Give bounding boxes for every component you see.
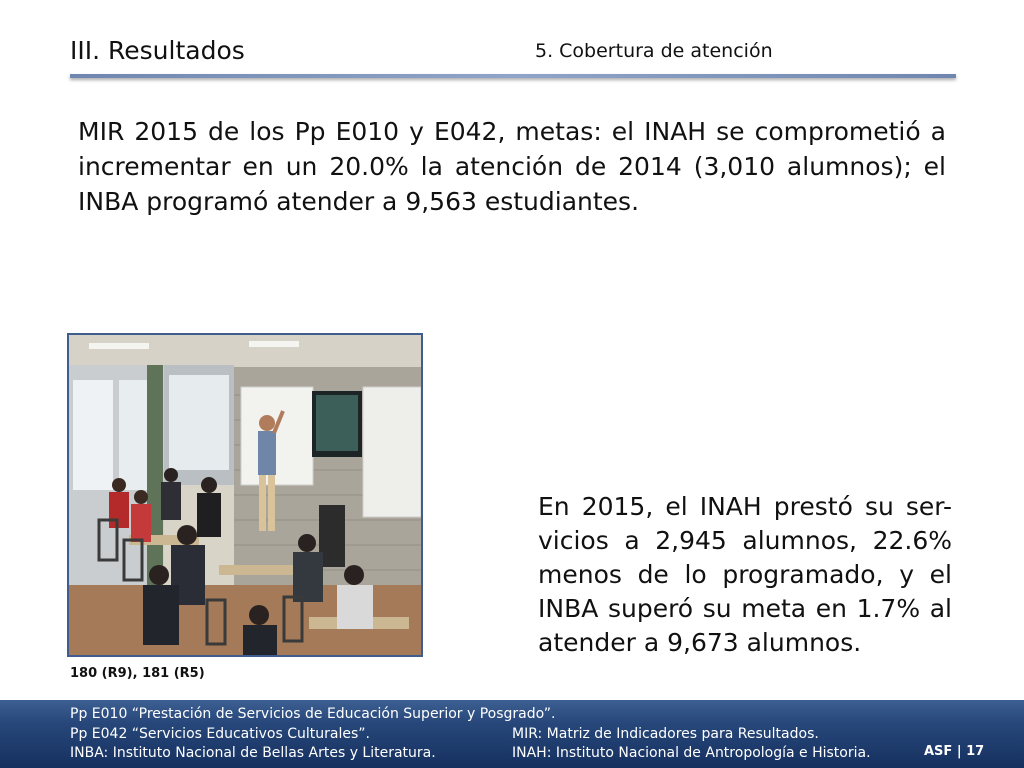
classroom-illustration [69, 335, 421, 655]
section-subtitle: 5. Cobertura de atención [535, 40, 773, 62]
footer-note-inba: INBA: Instituto Nacional de Bellas Artes y Literatura. [70, 745, 436, 761]
asf-page-number: ASF | 17 [924, 744, 985, 759]
footer-note-inah: INAH: Instituto Nacional de Antropología e Historia. [512, 745, 871, 761]
lead-paragraph: MIR 2015 de los Pp E010 y E042, metas: el INAH se comprometió a incrementar en un 20.0% la atención de 2014 (3,010 alumnos); el INBA programó atender a 9,563 estudiantes. [78, 117, 946, 216]
result-paragraph: En 2015, el INAH prestó su ser-vicios a 2,945 alumnos, 22.6% menos de lo programado, y el INBA superó su meta en 1.7% al atender a 9,673 alumnos. [538, 492, 952, 657]
footer-note-mir: MIR: Matriz de Indicadores para Resultados. [512, 726, 819, 742]
footer-note-e042: Pp E042 “Servicios Educativos Culturales”. [70, 726, 370, 742]
header-divider [70, 74, 956, 78]
section-title: III. Resultados [70, 36, 245, 65]
classroom-photo [67, 333, 423, 657]
footer-note-e010: Pp E010 “Prestación de Servicios de Educación Superior y Posgrado”. [70, 706, 556, 722]
photo-caption: 180 (R9), 181 (R5) [70, 666, 205, 681]
footer-band [0, 700, 1024, 768]
